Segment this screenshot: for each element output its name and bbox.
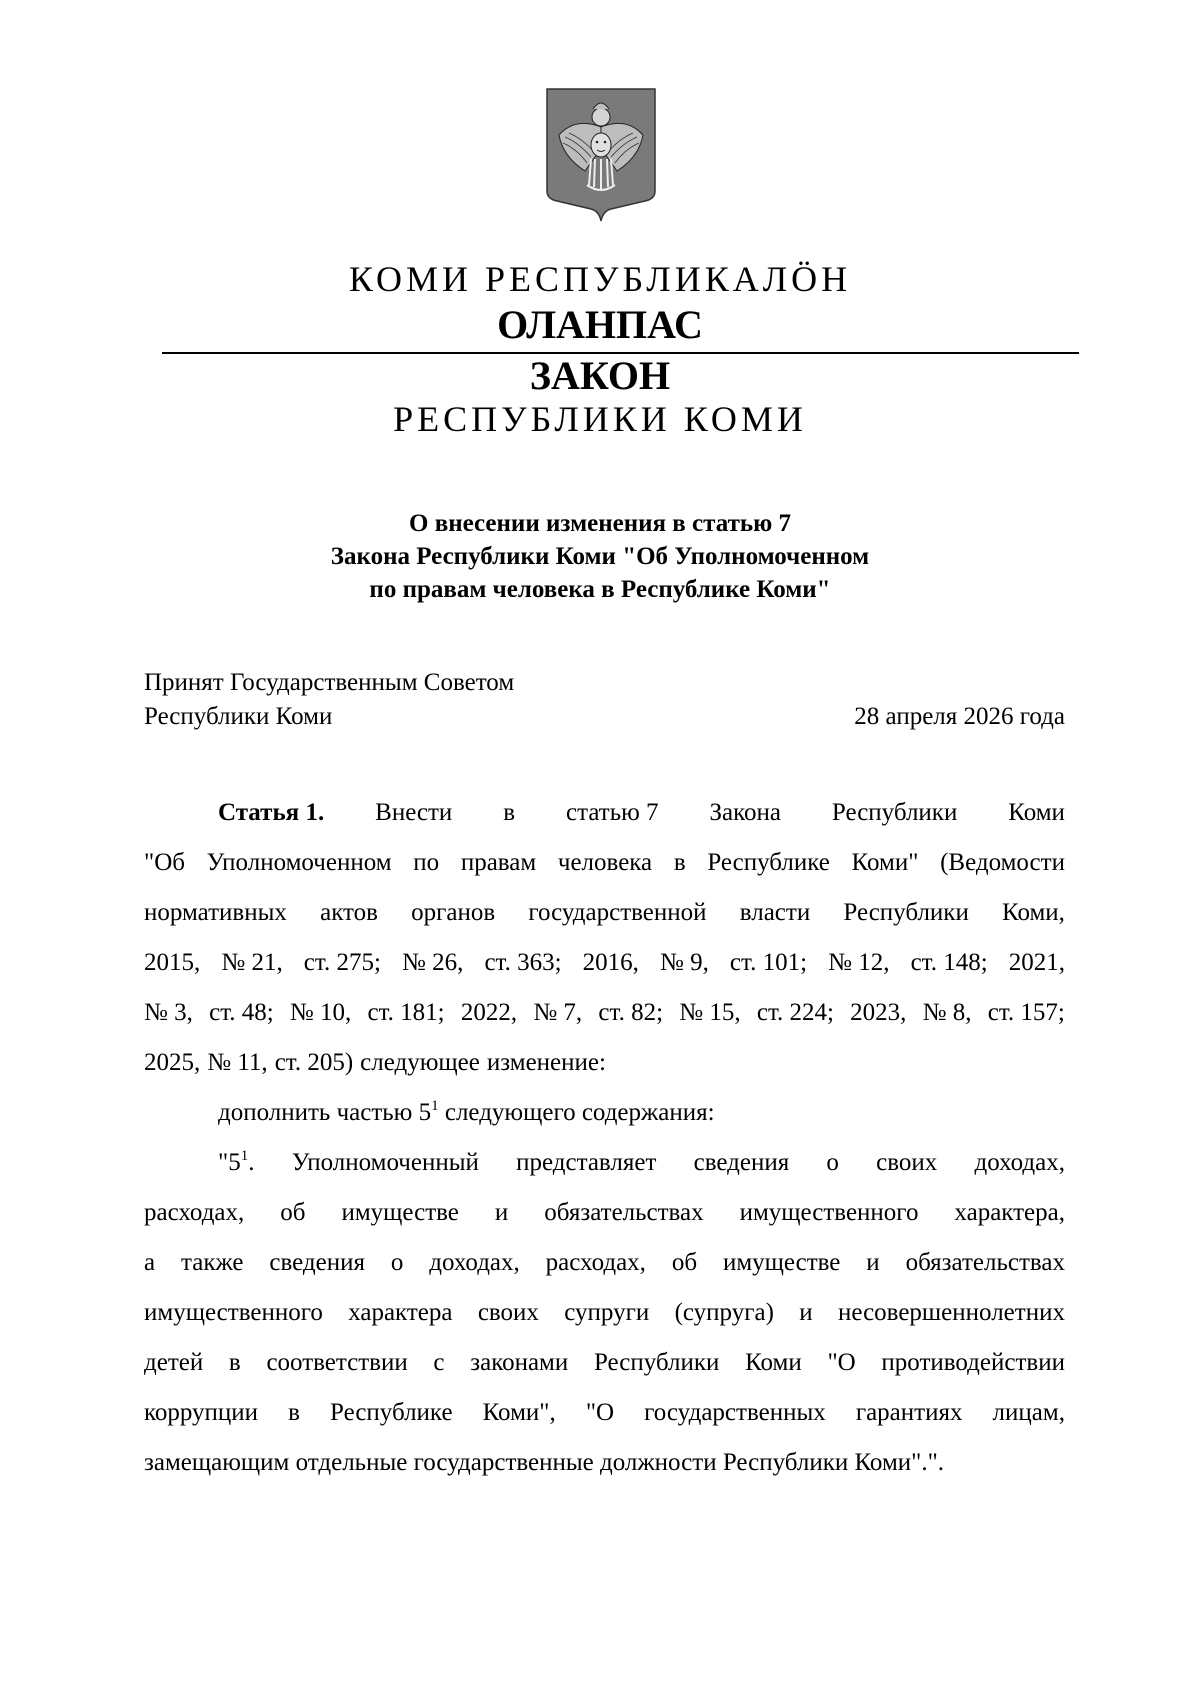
word: № 11, [207, 1049, 268, 1076]
quote-line [144, 1338, 1065, 1388]
quote-line [144, 1138, 1065, 1188]
word: детей [144, 1349, 204, 1376]
word: № 21, [221, 949, 283, 976]
word: соответствии [266, 1349, 408, 1376]
word: Республике [330, 1399, 453, 1426]
word: супруги [564, 1299, 650, 1326]
word: об [671, 1249, 698, 1276]
word: по [413, 849, 440, 876]
word: сведения [693, 1149, 790, 1176]
header-zakon: ЗАКОН [529, 353, 671, 398]
word: лицам, [992, 1399, 1065, 1426]
word: законами [470, 1349, 569, 1376]
word: в [503, 799, 516, 826]
word: ст. 157; [987, 999, 1065, 1026]
word: 2016, [582, 949, 639, 976]
word: о [826, 1149, 839, 1176]
word: государственной [528, 899, 707, 926]
word: Коми, [1002, 899, 1065, 926]
word: № 26, [401, 949, 464, 976]
article-line [144, 938, 1065, 988]
word: Республики [593, 1349, 720, 1376]
word: (супруга) [674, 1299, 774, 1326]
word: обязательствах [905, 1249, 1065, 1276]
word: ст. 275; [303, 949, 381, 976]
word: доходах, [974, 1149, 1065, 1176]
word: характера, [954, 1199, 1065, 1226]
word: в [228, 1349, 241, 1376]
word: № 8, [922, 999, 972, 1026]
word: обязательствах [544, 1199, 704, 1226]
word: № 3, [144, 999, 193, 1026]
supplement-text: следующего содержания: [438, 1099, 715, 1126]
adopted-by-line: Республики Коми [144, 703, 333, 730]
article-heading: Статья 1. [218, 799, 325, 826]
word: "О [585, 1399, 615, 1426]
word: в [673, 849, 686, 876]
word: ст. 181; [367, 999, 445, 1026]
word: ст. 205) [274, 1049, 354, 1076]
word: государственных [644, 1399, 826, 1426]
word: статью 7 [566, 799, 659, 826]
superscript: 1 [240, 1148, 249, 1164]
word: Закона [709, 799, 781, 826]
word: с [433, 1349, 445, 1376]
word: своих [876, 1149, 938, 1176]
law-title-line: по правам человека в Республике Коми" [369, 576, 831, 603]
word: об [280, 1199, 306, 1226]
word: ст. 48; [209, 999, 274, 1026]
word: 2025, [144, 1049, 201, 1076]
quote-line [144, 1438, 1065, 1488]
word: Республики [843, 899, 969, 926]
word: "О [827, 1349, 856, 1376]
article-line [144, 838, 1065, 888]
article-1 [144, 788, 1065, 1488]
word: и [866, 1249, 880, 1276]
word: власти [739, 899, 811, 926]
word: человека [557, 849, 653, 876]
adoption-date: 28 апреля 2026 года [854, 703, 1065, 730]
law-title-line: Закона Республики Коми "Об Уполномоченном [330, 543, 870, 570]
word: сведения [269, 1249, 365, 1276]
word: ст. 148; [910, 949, 988, 976]
quote-text: замещающим отдельные государственные должности Республики Коми".". [144, 1449, 945, 1476]
word: доходах, [429, 1249, 520, 1276]
word: "Об [144, 849, 185, 876]
article-line [144, 988, 1065, 1038]
word: № 9, [659, 949, 709, 976]
word: Уполномоченный [291, 1149, 479, 1176]
word: № 7, [533, 999, 583, 1026]
word: 2023, [850, 999, 907, 1026]
word: ст. 224; [756, 999, 834, 1026]
adoption-block [144, 666, 1065, 734]
article-line [144, 888, 1065, 938]
quote-line [144, 1288, 1065, 1338]
article-line [144, 788, 1065, 838]
word: № 12, [828, 949, 890, 976]
word: расходах, [545, 1249, 646, 1276]
word: и [799, 1299, 813, 1326]
quote-line [144, 1188, 1065, 1238]
quote-line [144, 1388, 1065, 1438]
word: Коми [1008, 799, 1065, 826]
word: ст. 363; [484, 949, 562, 976]
word: противодействии [881, 1349, 1065, 1376]
word: имуществе [341, 1199, 459, 1226]
word: следующее [360, 1049, 480, 1076]
word: изменение: [486, 1049, 606, 1076]
word: 2021, [1008, 949, 1065, 976]
word: № 15, [679, 999, 741, 1026]
word: 2015, [144, 949, 201, 976]
law-title-line: О внесении изменения в статью 7 [409, 510, 791, 537]
word: в [288, 1399, 300, 1426]
word: Уполномоченном [206, 849, 392, 876]
word: гарантиях [855, 1399, 963, 1426]
word: несовершеннолетних [837, 1299, 1065, 1326]
word: имущественного [144, 1299, 323, 1326]
word: ст. 82; [598, 999, 664, 1026]
header-olanpas: ОЛАНПАС [497, 302, 703, 347]
word: правам [460, 849, 537, 876]
word: Республики [831, 799, 958, 826]
supplement-text: дополнить частью 5 [218, 1099, 432, 1126]
word: имущественного [739, 1199, 919, 1226]
header-respubliki-komi: РЕСПУБЛИКИ КОМИ [393, 399, 807, 439]
word: Коми" [851, 849, 919, 876]
word: Республике [707, 849, 830, 876]
word: Внести [375, 799, 453, 826]
word: характера [348, 1299, 453, 1326]
superscript: 1 [431, 1098, 439, 1114]
quote-line [144, 1238, 1065, 1288]
word: Коми", [482, 1399, 556, 1426]
adopted-by-line: Принят Государственным Советом [144, 669, 515, 696]
article-line [144, 1038, 1065, 1088]
word: 2022, [460, 999, 518, 1026]
word: расходах, [144, 1199, 245, 1226]
word: нормативных [144, 899, 287, 926]
supplement-line [144, 1088, 1065, 1138]
word: также [181, 1249, 244, 1276]
word: органов [411, 899, 496, 926]
law-title [0, 507, 1200, 606]
word: актов [320, 899, 378, 926]
word: № 10, [289, 999, 352, 1026]
word: своих [477, 1299, 539, 1326]
word: Коми [745, 1349, 802, 1376]
word: ст. 101; [729, 949, 808, 976]
header-komi-republic: КОМИ РЕСПУБЛИКАЛӦН [348, 259, 852, 299]
coat-of-arms-emblem [545, 87, 657, 223]
word: коррупции [144, 1399, 259, 1426]
word: представляет [516, 1149, 657, 1176]
quote-word: "$5^1$. [218, 1148, 255, 1176]
word: (Ведомости [940, 849, 1065, 876]
word: имуществе [722, 1249, 841, 1276]
word: и [494, 1199, 509, 1226]
word: а [144, 1249, 156, 1276]
word: о [390, 1249, 404, 1276]
